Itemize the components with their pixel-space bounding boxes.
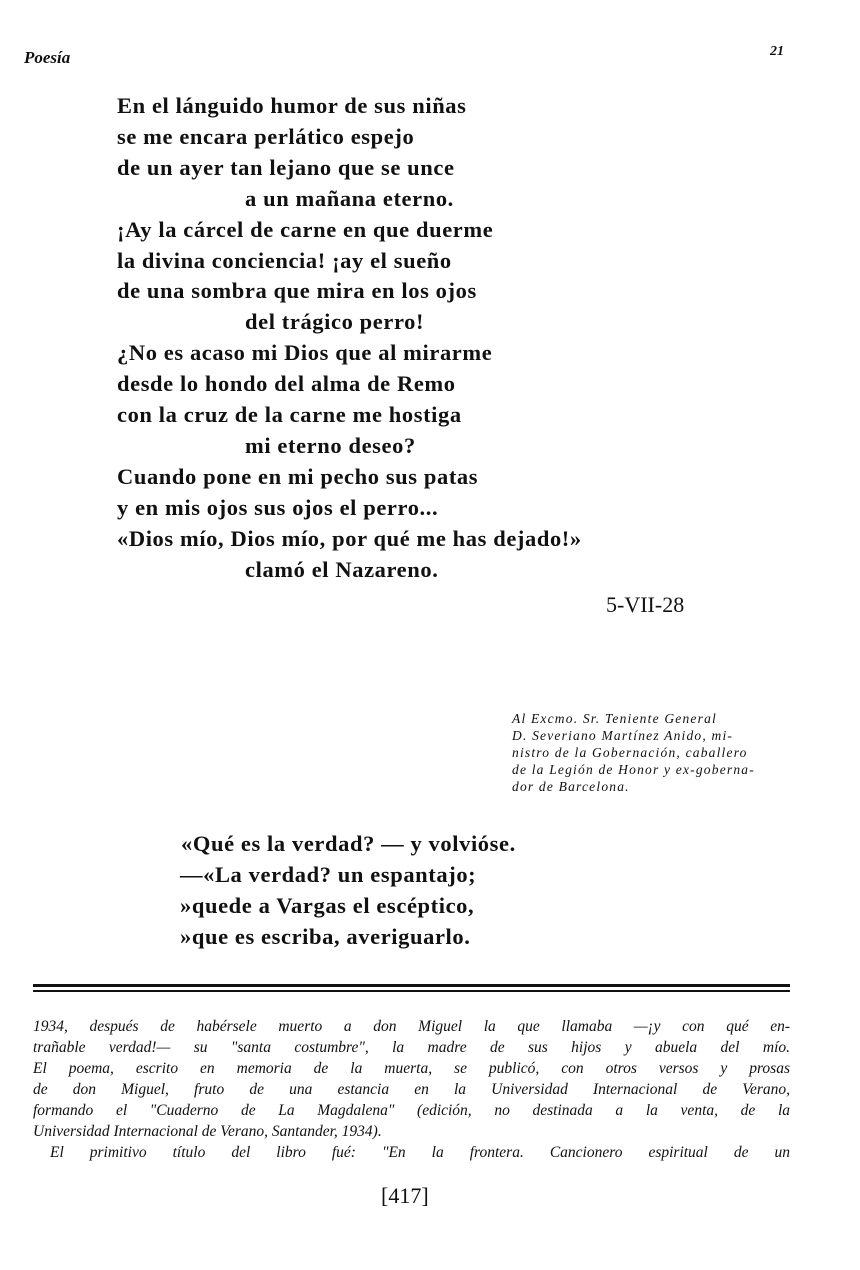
dedication-line: Al Excmo. Sr. Teniente General bbox=[512, 711, 717, 726]
dedication-line: D. Severiano Martínez Anido, mi- bbox=[512, 728, 734, 743]
poem-line: desde lo hondo del alma de Remo bbox=[117, 371, 456, 397]
poem-line: »quede a Vargas el escéptico, bbox=[180, 893, 475, 918]
footnote-line: El primitivo título del libro fué: "En la frontera. Cancionero espiritual de un bbox=[50, 1144, 790, 1161]
poem-line: clamó el Nazareno. bbox=[245, 556, 439, 582]
running-header-section: Poesía bbox=[24, 48, 71, 67]
footnote-line: El poema, escrito en memoria de la muerta, se publicó, con otros versos y prosas bbox=[33, 1060, 790, 1077]
footnote-rule-top bbox=[33, 984, 790, 987]
footnote-line: formando el "Cuaderno de La Magdalena" (edición, no destinada a la venta, de la bbox=[33, 1102, 790, 1119]
footnote-line: Universidad Internacional de Verano, Santander, 1934). bbox=[33, 1123, 382, 1140]
poem-line: con la cruz de la carne me hostiga bbox=[117, 402, 462, 427]
footnote-rule-bottom bbox=[33, 990, 790, 992]
poem-line: »que es escriba, averiguarlo. bbox=[180, 924, 471, 949]
poem-line: «Qué es la verdad? — y volvióse. bbox=[181, 831, 516, 856]
poem-line: la divina conciencia! ¡ay el sueño bbox=[117, 247, 452, 273]
poem-line: ¡Ay la cárcel de carne en que duerme bbox=[117, 216, 494, 242]
poem-line: —«La verdad? un espantajo; bbox=[180, 862, 477, 887]
footnote-line: trañable verdad!— su "santa costumbre", la madre de sus hijos y abuela del mío. bbox=[33, 1039, 790, 1056]
poem-line: mi eterno deseo? bbox=[245, 432, 416, 458]
footnote bbox=[33, 1016, 790, 1163]
poem-line: «Dios mío, Dios mío, por qué me has dejado!» bbox=[117, 525, 582, 551]
dedication bbox=[512, 710, 790, 795]
poem-line: a un mañana eterno. bbox=[245, 185, 454, 211]
footnote-line: de don Miguel, fruto de una estancia en la Universidad Internacional de Verano, bbox=[33, 1081, 790, 1098]
page-label: [417] bbox=[381, 1183, 429, 1208]
poem-line: del trágico perro! bbox=[245, 309, 425, 335]
poem-line: y en mis ojos sus ojos el perro... bbox=[117, 494, 439, 520]
poem-line: En el lánguido humor de sus niñas bbox=[117, 93, 467, 118]
poem-line: ¿No es acaso mi Dios que al mirarme bbox=[117, 340, 493, 366]
poem-1-date: 5-VII-28 bbox=[606, 592, 685, 617]
dedication-line: de la Legión de Honor y ex-goberna- bbox=[512, 762, 755, 777]
running-header-page-number: 21 bbox=[770, 44, 784, 59]
poem-line: de un ayer tan lejano que se unce bbox=[117, 154, 455, 180]
poem-line: se me encara perlático espejo bbox=[117, 123, 415, 149]
dedication-line: dor de Barcelona. bbox=[512, 779, 630, 794]
poem-line: de una sombra que mira en los ojos bbox=[117, 278, 477, 304]
poem-line: Cuando pone en mi pecho sus patas bbox=[117, 463, 479, 489]
dedication-line: nistro de la Gobernación, caballero bbox=[512, 745, 748, 760]
footnote-line: 1934, después de habérsele muerto a don Miguel la que llamaba —¡y con qué en- bbox=[33, 1018, 790, 1035]
